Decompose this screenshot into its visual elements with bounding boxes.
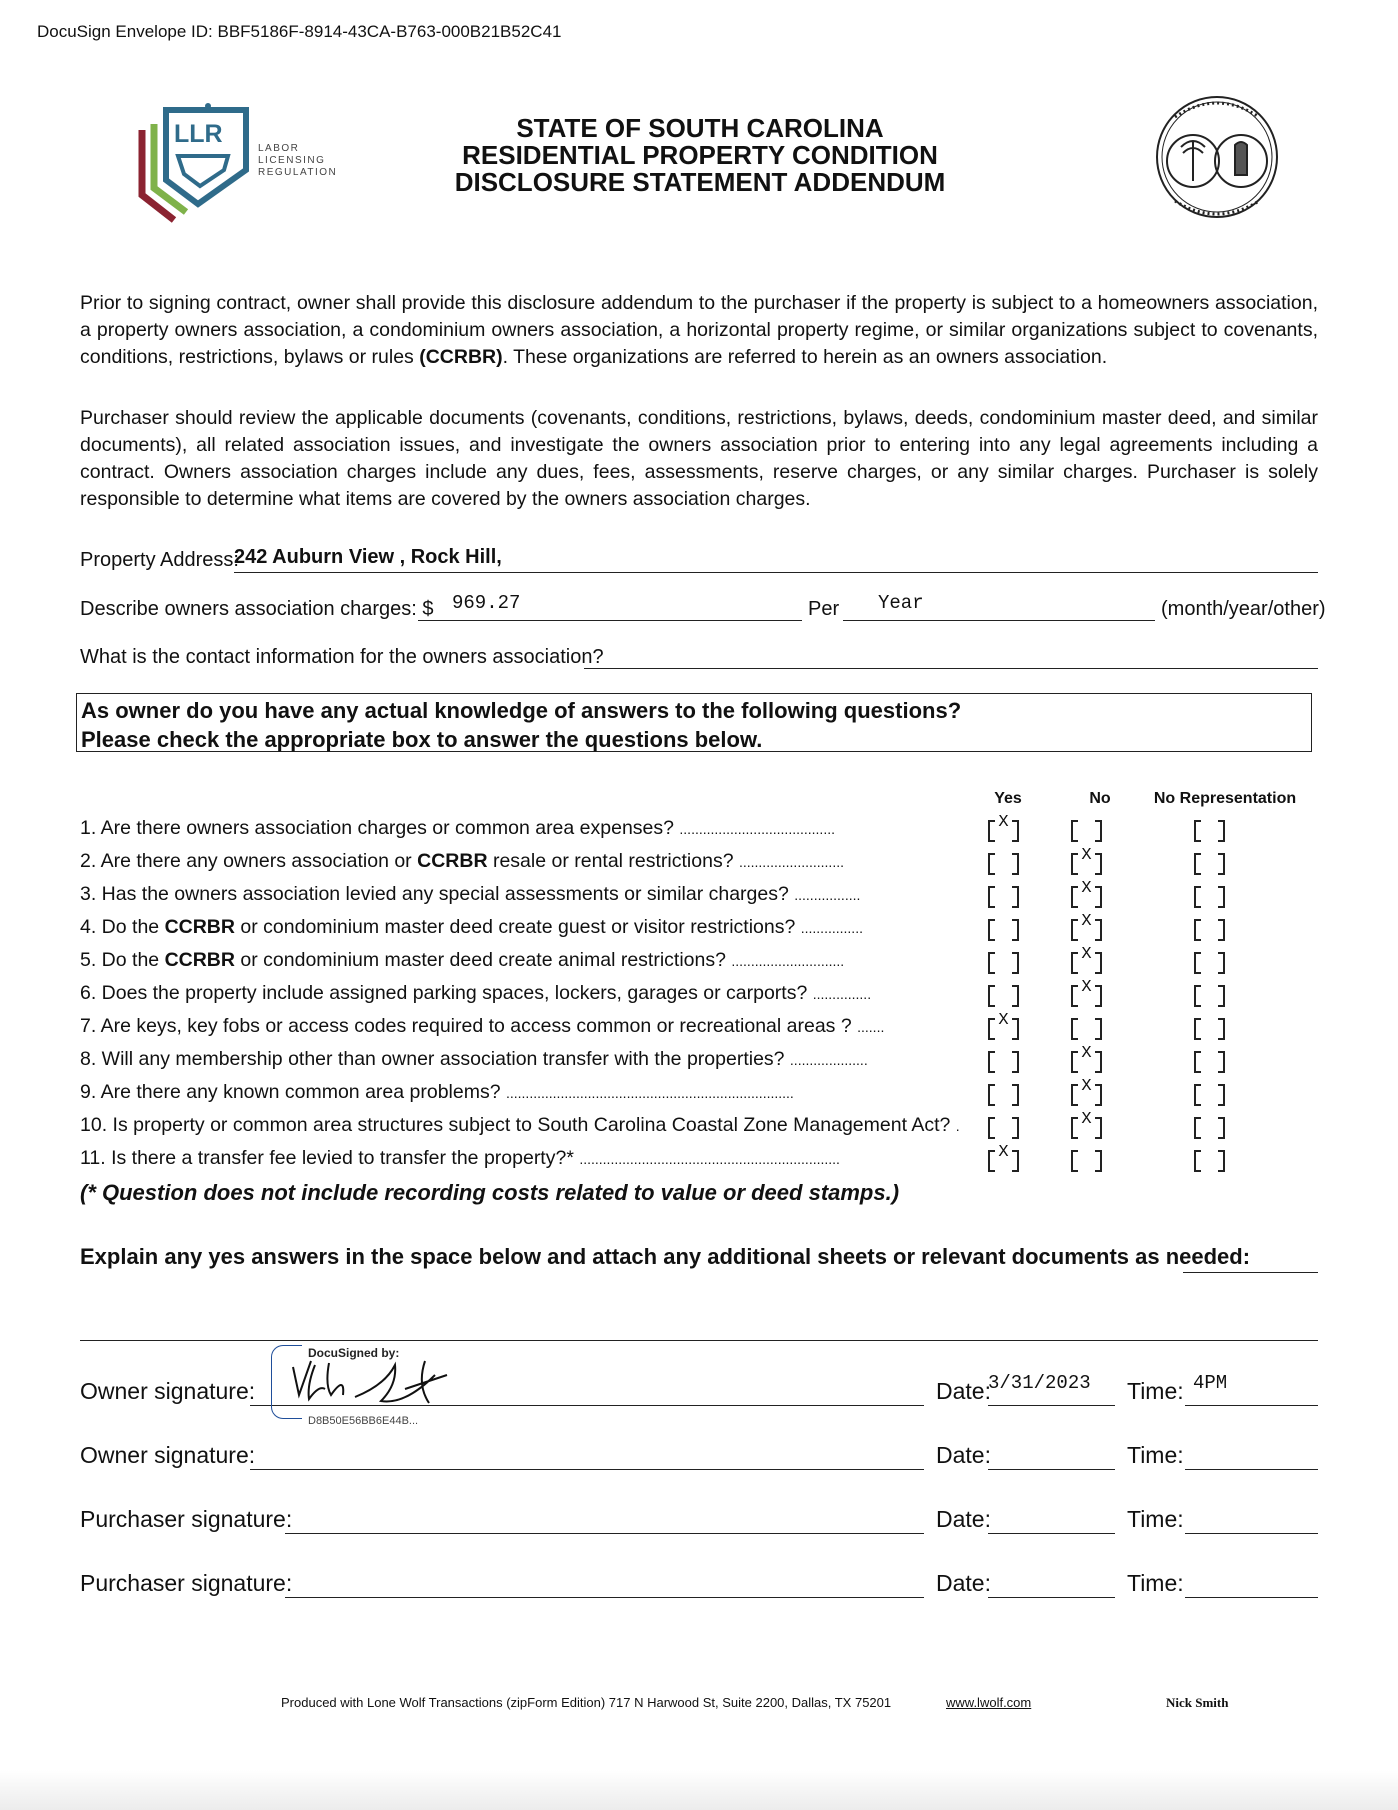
question-row: 8. Will any membership other than owner association transfer with the properties? .................... — [80, 1048, 868, 1070]
explain-label: Explain any yes answers in the space below and attach any additional sheets or relevant documents as needed: — [80, 1244, 1251, 1269]
question-row: 7. Are keys, key fobs or access codes required to access common or recreational areas ? ....... — [80, 1015, 885, 1037]
date-field[interactable] — [988, 1564, 1115, 1598]
explain-field-inline[interactable] — [1183, 1248, 1318, 1273]
checkbox-norep-q3[interactable] — [1194, 886, 1225, 908]
signature-line[interactable] — [285, 1564, 924, 1598]
checkbox-yes-q4[interactable] — [988, 919, 1019, 941]
checkbox-mark: X — [1081, 912, 1092, 931]
question-row: 10. Is property or common area structures subject to South Carolina Coastal Zone Management Act? . — [80, 1114, 960, 1136]
date-field[interactable] — [988, 1500, 1115, 1534]
checkbox-norep-q4[interactable] — [1194, 919, 1225, 941]
checkbox-no-q9[interactable] — [1071, 1077, 1102, 1106]
checkbox-no-q3[interactable] — [1071, 879, 1102, 908]
time-field[interactable] — [1185, 1500, 1318, 1534]
llr-logo-text: LABOR LICENSING REGULATION — [258, 143, 338, 178]
address-field[interactable] — [234, 546, 1318, 573]
signature-label: Owner signature: — [80, 1378, 256, 1404]
signature-line[interactable] — [285, 1500, 924, 1534]
knowledge-box: As owner do you have any actual knowledge of answers to the following questions? Please check the appropriate box to answer the questions below. — [76, 693, 1312, 752]
checkbox-no-q8[interactable] — [1071, 1044, 1102, 1073]
checkbox-no-q1[interactable] — [1071, 820, 1102, 842]
charges-field[interactable] — [418, 592, 802, 621]
explain-field[interactable] — [80, 1316, 1318, 1341]
owner-handwritten-signature — [285, 1355, 450, 1415]
time-field[interactable] — [1185, 1564, 1318, 1598]
signature-label: Owner signature: — [80, 1442, 256, 1468]
time-label: Time: — [1127, 1378, 1184, 1404]
question-row: 2. Are there any owners association or CCRBR resale or rental restrictions? ........................... — [80, 850, 844, 872]
footer-user-name: Nick Smith — [1166, 1695, 1229, 1710]
checkbox-mark: X — [1081, 1044, 1092, 1063]
time-field[interactable] — [1185, 1436, 1318, 1470]
checkbox-norep-q10[interactable] — [1194, 1117, 1225, 1139]
footer-text: Produced with Lone Wolf Transactions (zipForm Edition) 717 N Harwood St, Suite 2200, Dallas, TX 75201 — [281, 1695, 892, 1710]
question-row: 1. Are there owners association charges or common area expenses? ........................................ — [80, 817, 835, 839]
checkbox-yes-q1[interactable] — [988, 813, 1019, 842]
checkbox-yes-q11[interactable] — [988, 1143, 1019, 1172]
checkbox-norep-q1[interactable] — [1194, 820, 1225, 842]
checkbox-mark: X — [1081, 846, 1092, 865]
charges-value: 969.27 — [452, 592, 521, 614]
checkbox-yes-q6[interactable] — [988, 985, 1019, 1007]
checkbox-norep-q2[interactable] — [1194, 853, 1225, 875]
question-row: 3. Has the owners association levied any special assessments or similar charges? ................. — [80, 883, 861, 905]
checkbox-mark: X — [1081, 978, 1092, 997]
signature-label: Purchaser signature: — [80, 1570, 293, 1596]
column-no: No — [1089, 790, 1111, 807]
per-value: Year — [878, 592, 924, 614]
signature-label: Purchaser signature: — [80, 1506, 293, 1532]
checkbox-no-q11[interactable] — [1071, 1150, 1102, 1172]
footer-link[interactable]: www.lwolf.com — [946, 1695, 1032, 1710]
checkbox-yes-q8[interactable] — [988, 1051, 1019, 1073]
time-value: 4PM — [1193, 1372, 1228, 1394]
checkbox-yes-q7[interactable] — [988, 1011, 1019, 1040]
checkbox-no-q10[interactable] — [1071, 1110, 1102, 1139]
per-field[interactable] — [843, 592, 1155, 621]
date-label: Date: — [936, 1378, 991, 1404]
time-label: Time: — [1127, 1570, 1184, 1596]
per-suffix: (month/year/other) — [1161, 598, 1326, 620]
document-title: STATE OF SOUTH CAROLINA RESIDENTIAL PROPERTY CONDITION DISCLOSURE STATEMENT ADDENDUM — [454, 113, 946, 197]
llr-mark: LLR — [174, 120, 223, 148]
checkbox-mark: X — [1081, 879, 1092, 898]
checkbox-yes-q5[interactable] — [988, 952, 1019, 974]
checkbox-mark: X — [998, 1143, 1009, 1162]
charges-label: Describe owners association charges: $ — [80, 598, 434, 620]
checkbox-mark: X — [1081, 945, 1092, 964]
date-label: Date: — [936, 1570, 991, 1596]
checkbox-norep-q8[interactable] — [1194, 1051, 1225, 1073]
checkbox-norep-q11[interactable] — [1194, 1150, 1225, 1172]
checkbox-mark: X — [998, 813, 1009, 832]
envelope-id: DocuSign Envelope ID: BBF5186F-8914-43CA-B763-000B21B52C41 — [37, 22, 562, 41]
question-row: 6. Does the property include assigned parking spaces, lockers, garages or carports? ............... — [80, 982, 872, 1004]
checkbox-yes-q10[interactable] — [988, 1117, 1019, 1139]
question-row: 4. Do the CCRBR or condominium master deed create guest or visitor restrictions? ................ — [80, 916, 863, 938]
date-value: 3/31/2023 — [988, 1372, 1091, 1394]
checkbox-no-q7[interactable] — [1071, 1018, 1102, 1040]
state-seal — [1155, 95, 1280, 220]
checkbox-mark: X — [998, 1011, 1009, 1030]
docusigned-by-label: DocuSigned by: — [308, 1346, 400, 1360]
contact-label: What is the contact information for the owners association? — [80, 646, 604, 668]
question-row: 11. Is there a transfer fee levied to transfer the property?* ................................................................... — [80, 1147, 840, 1169]
page-shadow — [0, 1770, 1398, 1810]
checkbox-yes-q2[interactable] — [988, 853, 1019, 875]
contact-field[interactable] — [584, 640, 1318, 669]
checkbox-mark: X — [1081, 1077, 1092, 1096]
checkbox-norep-q5[interactable] — [1194, 952, 1225, 974]
address-label: Property Address: — [80, 549, 239, 571]
checkbox-norep-q6[interactable] — [1194, 985, 1225, 1007]
signature-line[interactable] — [250, 1436, 924, 1470]
checkbox-no-q2[interactable] — [1071, 846, 1102, 875]
intro-paragraph-1: Prior to signing contract, owner shall provide this disclosure addendum to the purchaser if the property is subject to a homeowners association, a property owners association, a condominium owners association, a horizontal property regime, or similar organizations subject to covenants, conditions, restrictions, bylaws or rules (CCRBR). These organizations are referred to herein as an owners association. — [80, 292, 1318, 368]
time-label: Time: — [1127, 1506, 1184, 1532]
intro-paragraph-2: Purchaser should review the applicable documents (covenants, conditions, restrictions, bylaws, deeds, condominium master deed, and similar documents), all related association issues, and investigate the owners association prior to entering into any legal agreements including a contract. Owners association charges include any dues, fees, assessments, reserve charges, or any similar charges. Purchaser is solely responsible to determine what items are covered by the owners association charges. — [80, 407, 1318, 510]
date-field[interactable] — [988, 1372, 1115, 1406]
question-row: 9. Are there any known common area problems? .......................................................................... — [80, 1081, 794, 1103]
time-field[interactable] — [1185, 1372, 1318, 1406]
checkbox-no-q5[interactable] — [1071, 945, 1102, 974]
checkbox-yes-q3[interactable] — [988, 886, 1019, 908]
question-note: (* Question does not include recording costs related to value or deed stamps.) — [80, 1180, 900, 1205]
checkbox-mark: X — [1081, 1110, 1092, 1129]
checkbox-norep-q9[interactable] — [1194, 1084, 1225, 1106]
docusign-id: D8B50E56BB6E44B... — [308, 1415, 419, 1427]
checkbox-yes-q9[interactable] — [988, 1084, 1019, 1106]
checkbox-norep-q7[interactable] — [1194, 1018, 1225, 1040]
question-row: 5. Do the CCRBR or condominium master deed create animal restrictions? ............................. — [80, 949, 845, 971]
column-no-representation: No Representation — [1153, 790, 1297, 807]
date-field[interactable] — [988, 1436, 1115, 1470]
per-label: Per — [808, 598, 840, 620]
column-yes: Yes — [994, 790, 1022, 807]
address-value: 242 Auburn View , Rock Hill, — [234, 546, 502, 568]
date-label: Date: — [936, 1506, 991, 1532]
checkbox-no-q6[interactable] — [1071, 978, 1102, 1007]
date-label: Date: — [936, 1442, 991, 1468]
time-label: Time: — [1127, 1442, 1184, 1468]
checkbox-no-q4[interactable] — [1071, 912, 1102, 941]
